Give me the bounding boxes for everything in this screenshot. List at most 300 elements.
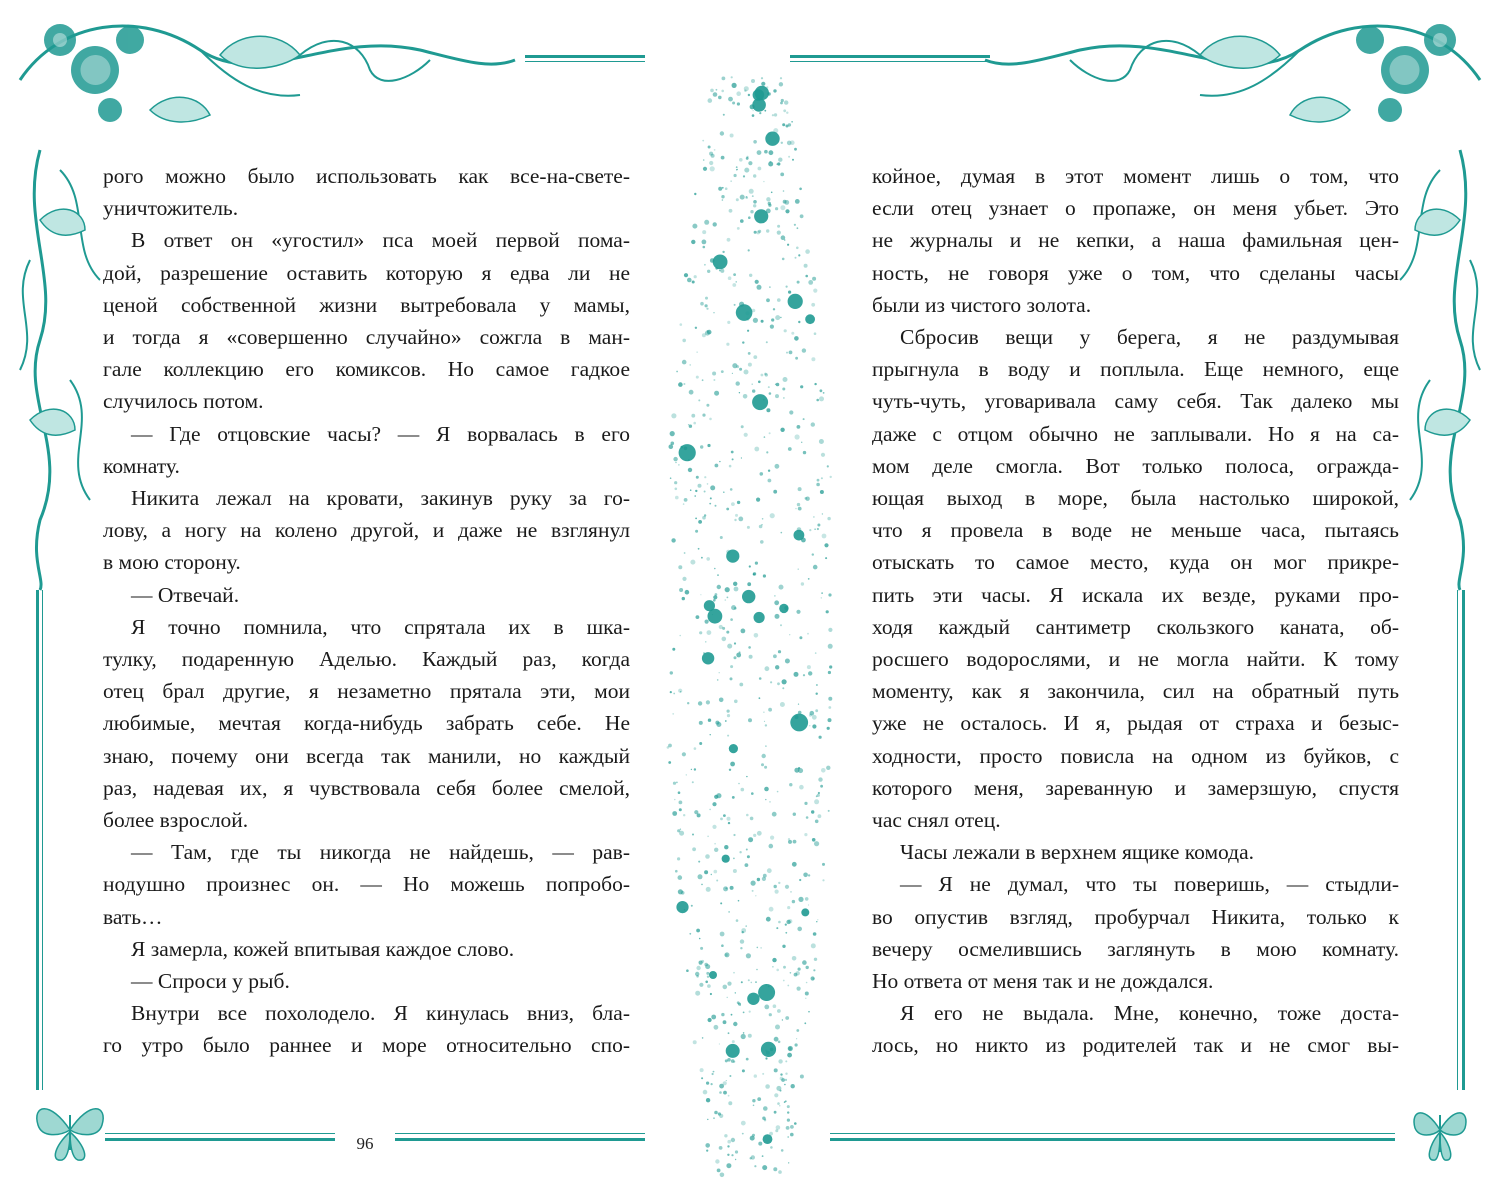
frame-bottom-line-left xyxy=(105,1133,335,1134)
splatter-dot xyxy=(694,495,696,497)
splatter-dot xyxy=(777,1102,780,1105)
splatter-dot xyxy=(814,841,819,846)
text-line: ходности, просто повисла на одном из буйков, с xyxy=(872,743,1399,768)
splatter-dot xyxy=(691,240,695,244)
splatter-dot xyxy=(793,813,796,816)
splatter-dot xyxy=(815,820,819,824)
splatter-dot xyxy=(747,855,750,858)
splatter-dot xyxy=(761,763,764,766)
splatter-dot xyxy=(717,585,721,589)
splatter-dot xyxy=(711,1015,716,1020)
splatter-dot xyxy=(762,518,764,520)
splatter-dot xyxy=(726,550,730,554)
splatter-dot xyxy=(677,829,680,832)
splatter-dot xyxy=(805,992,809,996)
splatter-dot xyxy=(827,727,830,730)
splatter-dot xyxy=(736,365,739,368)
splatter-dot xyxy=(671,413,676,418)
splatter-dot xyxy=(679,808,682,811)
splatter-dot xyxy=(774,600,779,605)
splatter-dot xyxy=(672,713,674,715)
splatter-dot xyxy=(801,908,809,916)
splatter-dot xyxy=(751,881,756,886)
splatter-dot xyxy=(668,761,671,764)
splatter-dot xyxy=(778,1041,781,1044)
splatter-dot xyxy=(737,501,740,504)
splatter-dot xyxy=(708,719,711,722)
splatter-dot xyxy=(752,394,768,410)
splatter-dot xyxy=(746,776,747,777)
splatter-dot xyxy=(801,442,802,443)
splatter-dot xyxy=(686,774,687,775)
splatter-dot xyxy=(750,1136,755,1141)
splatter-dot xyxy=(753,1105,755,1107)
splatter-dot xyxy=(766,229,769,232)
splatter-dot xyxy=(734,587,739,592)
splatter-dot xyxy=(765,745,767,747)
splatter-dot xyxy=(722,637,727,642)
splatter-dot xyxy=(785,1079,787,1081)
splatter-dot xyxy=(774,1037,779,1042)
splatter-dot xyxy=(712,802,716,806)
splatter-dot xyxy=(740,195,745,200)
splatter-dot xyxy=(781,1149,784,1152)
splatter-dot xyxy=(702,379,704,381)
splatter-dot xyxy=(723,491,725,493)
splatter-dot xyxy=(746,157,749,160)
splatter-dot xyxy=(802,348,806,352)
text-line: росшего водорослями, и не могла найти. К тому xyxy=(872,647,1399,672)
splatter-dot xyxy=(816,483,820,487)
splatter-dot xyxy=(821,597,822,598)
splatter-dot xyxy=(702,230,706,234)
splatter-dot xyxy=(711,1083,713,1085)
splatter-dot xyxy=(757,831,762,836)
splatter-dot xyxy=(705,620,709,624)
splatter-dot xyxy=(722,855,730,863)
splatter-dot xyxy=(718,187,722,191)
splatter-dot xyxy=(721,1013,724,1016)
splatter-dot xyxy=(701,557,703,559)
text-line: во опустив взгляд, пробурчал Никита, только к xyxy=(872,904,1399,929)
splatter-dot xyxy=(788,919,792,923)
splatter-dot xyxy=(769,844,774,849)
splatter-dot xyxy=(783,980,785,982)
splatter-dot xyxy=(711,874,712,875)
splatter-dot xyxy=(787,1136,789,1138)
text-line: — Где отцовские часы? — Я ворвалась в его xyxy=(131,421,630,446)
splatter-dot xyxy=(750,817,754,821)
splatter-dot xyxy=(788,840,792,844)
splatter-dot xyxy=(675,870,678,873)
splatter-dot xyxy=(733,582,737,586)
splatter-dot xyxy=(720,902,722,904)
splatter-dot xyxy=(741,1034,746,1039)
splatter-dot xyxy=(723,1091,727,1095)
splatter-dot xyxy=(727,1154,729,1156)
splatter-dot xyxy=(740,947,742,949)
splatter-dot xyxy=(724,845,728,849)
splatter-dot xyxy=(764,436,766,438)
splatter-dot xyxy=(670,477,672,479)
splatter-dot xyxy=(804,264,808,268)
splatter-dot xyxy=(753,140,757,144)
splatter-dot xyxy=(676,371,678,373)
splatter-dot xyxy=(727,597,729,599)
splatter-dot xyxy=(734,174,737,177)
splatter-dot xyxy=(825,557,827,559)
splatter-dot xyxy=(694,810,698,814)
splatter-dot xyxy=(726,1044,740,1058)
splatter-dot xyxy=(723,114,725,116)
splatter-dot xyxy=(707,976,709,978)
splatter-dot xyxy=(713,255,728,270)
splatter-dot xyxy=(798,569,799,570)
splatter-dot xyxy=(753,200,757,204)
splatter-dot xyxy=(704,963,708,967)
splatter-dot xyxy=(739,158,743,162)
splatter-dot xyxy=(740,1005,741,1006)
splatter-dot xyxy=(709,503,711,505)
splatter-dot xyxy=(735,1159,736,1160)
splatter-dot xyxy=(743,394,748,399)
splatter-dot xyxy=(731,451,734,454)
splatter-dot xyxy=(708,609,723,624)
splatter-dot xyxy=(760,947,761,948)
splatter-dot xyxy=(786,286,788,288)
text-line: Но ответа от меня так и не дождался. xyxy=(872,969,1214,994)
splatter-dot xyxy=(770,681,772,683)
text-line: которого меня, зареванную и замерзшую, спустя xyxy=(872,775,1399,800)
splatter-dot xyxy=(744,90,746,92)
splatter-dot xyxy=(768,202,771,205)
splatter-dot xyxy=(795,1043,798,1046)
splatter-dot xyxy=(688,424,689,425)
splatter-dot xyxy=(713,595,717,599)
splatter-dot xyxy=(695,490,697,492)
splatter-dot xyxy=(733,1022,737,1026)
splatter-dot xyxy=(759,112,761,114)
text-line: и тогда я «совершенно случайно» сожгла в ман- xyxy=(103,325,630,350)
splatter-dot xyxy=(738,517,743,522)
splatter-dot xyxy=(729,209,733,213)
splatter-dot xyxy=(811,943,816,948)
splatter-dot xyxy=(739,392,740,393)
splatter-dot xyxy=(727,238,731,242)
splatter-dot xyxy=(781,142,783,144)
splatter-dot xyxy=(708,98,713,103)
splatter-dot xyxy=(766,451,768,453)
splatter-dot xyxy=(741,457,742,458)
splatter-dot xyxy=(713,92,718,97)
splatter-dot xyxy=(768,162,773,167)
splatter-dot xyxy=(813,516,814,517)
splatter-dot xyxy=(705,1143,710,1148)
splatter-dot xyxy=(781,532,783,534)
splatter-dot xyxy=(761,374,764,377)
splatter-dot xyxy=(800,1075,804,1079)
splatter-dot xyxy=(686,969,689,972)
frame-bottom-line-right-thick xyxy=(830,1138,1395,1141)
splatter-dot xyxy=(731,181,732,182)
splatter-dot xyxy=(795,257,797,259)
splatter-dot xyxy=(752,114,755,117)
splatter-dot xyxy=(693,1040,697,1044)
splatter-dot xyxy=(821,477,823,479)
splatter-dot xyxy=(751,792,754,795)
splatter-dot xyxy=(787,1105,790,1108)
splatter-dot xyxy=(719,461,720,462)
splatter-dot xyxy=(750,210,753,213)
text-line: раз, надевая их, я чувствовала себя более смелой, xyxy=(103,775,630,800)
splatter-dot xyxy=(743,1012,745,1014)
splatter-dot xyxy=(719,270,721,272)
splatter-dot xyxy=(721,944,724,947)
splatter-dot xyxy=(773,1167,777,1171)
splatter-dot xyxy=(705,981,708,984)
splatter-dot xyxy=(792,900,795,903)
splatter-dot xyxy=(805,998,806,999)
splatter-dot xyxy=(725,1059,728,1062)
splatter-dot xyxy=(774,113,777,116)
splatter-dot xyxy=(728,1095,730,1097)
frame-left-line-thin xyxy=(42,590,43,1090)
splatter-dot xyxy=(750,104,755,109)
splatter-dot xyxy=(774,1111,777,1114)
splatter-dot xyxy=(753,573,755,575)
splatter-dot xyxy=(725,587,730,592)
splatter-dot xyxy=(805,497,808,500)
splatter-dot xyxy=(815,652,817,654)
splatter-dot xyxy=(690,560,695,565)
splatter-dot xyxy=(714,568,716,570)
text-line: койное, думая в этот момент лишь о том, что xyxy=(872,164,1399,188)
splatter-dot xyxy=(754,1074,757,1077)
splatter-dot xyxy=(798,704,799,705)
splatter-dot xyxy=(782,945,785,948)
splatter-dot xyxy=(722,77,726,81)
splatter-dot xyxy=(747,330,749,332)
text-line: час снял отец. xyxy=(872,808,1001,833)
splatter-dot xyxy=(719,1114,723,1118)
splatter-dot xyxy=(720,1173,725,1178)
text-line: гале коллекцию его комиксов. Но самое гадкое xyxy=(103,357,630,382)
splatter-dot xyxy=(719,1084,724,1089)
splatter-dot xyxy=(824,543,828,547)
splatter-dot xyxy=(809,714,812,717)
splatter-dot xyxy=(699,631,702,634)
splatter-dot xyxy=(765,1057,767,1059)
splatter-dot xyxy=(714,870,718,874)
splatter-dot xyxy=(800,214,804,218)
splatter-dot xyxy=(826,766,830,770)
splatter-dot xyxy=(708,146,711,149)
splatter-dot xyxy=(816,684,818,686)
splatter-dot xyxy=(739,851,741,853)
text-line: более взрослой. xyxy=(103,808,249,833)
splatter-dot xyxy=(780,77,782,79)
splatter-dot xyxy=(712,825,716,829)
splatter-dot xyxy=(803,451,806,454)
splatter-dot xyxy=(728,822,730,824)
splatter-dot xyxy=(757,878,760,881)
splatter-dot xyxy=(741,1121,746,1126)
splatter-dot xyxy=(715,593,718,596)
text-line: рого можно было использовать как все-на-свете- xyxy=(103,164,630,188)
splatter-dot xyxy=(678,464,679,465)
splatter-dot xyxy=(797,927,802,932)
splatter-dot xyxy=(789,351,793,355)
splatter-dot xyxy=(812,277,816,281)
splatter-dot xyxy=(785,924,787,926)
splatter-dot xyxy=(698,520,702,524)
splatter-dot xyxy=(766,86,768,88)
splatter-dot xyxy=(775,890,779,894)
splatter-dot xyxy=(807,665,811,669)
splatter-dot xyxy=(670,671,673,674)
splatter-dot xyxy=(780,428,784,432)
splatter-dot xyxy=(691,905,693,907)
splatter-dot xyxy=(727,997,728,998)
splatter-dot xyxy=(742,1133,744,1135)
splatter-dot xyxy=(716,89,718,91)
splatter-dot xyxy=(726,1163,731,1168)
splatter-dot xyxy=(759,677,762,680)
splatter-dot xyxy=(715,721,719,725)
splatter-dot xyxy=(729,465,732,468)
splatter-dot xyxy=(811,810,814,813)
splatter-dot xyxy=(826,610,829,613)
splatter-dot xyxy=(773,1004,777,1008)
splatter-dot xyxy=(689,364,691,366)
splatter-dot xyxy=(727,1140,731,1144)
splatter-dot xyxy=(757,1097,761,1101)
splatter-dot xyxy=(727,321,730,324)
splatter-dot xyxy=(822,534,827,539)
splatter-dot xyxy=(780,1090,782,1092)
splatter-dot xyxy=(752,1099,755,1102)
frame-right-line-thin xyxy=(1457,590,1458,1090)
splatter-dot xyxy=(675,462,676,463)
splatter-dot xyxy=(773,128,778,133)
splatter-dot xyxy=(730,618,733,621)
butterfly-icon xyxy=(30,1090,110,1170)
splatter-dot xyxy=(684,447,688,451)
splatter-dot xyxy=(742,590,755,603)
splatter-dot xyxy=(814,332,817,335)
splatter-dot xyxy=(816,399,819,402)
splatter-dot xyxy=(673,782,676,785)
splatter-dot xyxy=(788,156,790,158)
splatter-dot xyxy=(721,370,724,373)
splatter-dot xyxy=(780,624,782,626)
splatter-dot xyxy=(738,900,740,902)
splatter-dot xyxy=(709,161,713,165)
splatter-dot xyxy=(707,1119,708,1120)
splatter-dot xyxy=(704,491,706,493)
splatter-dot xyxy=(763,874,767,878)
splatter-dot xyxy=(795,199,800,204)
splatter-dot xyxy=(672,648,675,651)
splatter-dot xyxy=(828,628,832,632)
splatter-dot xyxy=(784,100,788,104)
splatter-dot xyxy=(747,526,750,529)
text-line: Никита лежал на кровати, закинув руку за го- xyxy=(131,486,630,511)
splatter-dot xyxy=(675,488,678,491)
splatter-dot xyxy=(687,278,692,283)
frame-bottom-line-left2 xyxy=(395,1133,645,1134)
splatter-dot xyxy=(763,712,764,713)
splatter-dot xyxy=(710,993,712,995)
splatter-dot xyxy=(681,891,685,895)
splatter-dot xyxy=(696,376,699,379)
splatter-dot xyxy=(756,498,760,502)
splatter-dot xyxy=(803,418,805,420)
splatter-dot xyxy=(777,231,781,235)
splatter-dot xyxy=(732,373,733,374)
splatter-dot xyxy=(745,925,747,927)
splatter-dot xyxy=(777,682,780,685)
splatter-dot xyxy=(754,1165,756,1167)
splatter-dot xyxy=(710,497,712,499)
splatter-dot xyxy=(731,1059,735,1063)
splatter-dot xyxy=(732,796,735,799)
splatter-dot xyxy=(746,196,747,197)
splatter-dot xyxy=(707,630,712,635)
splatter-dot xyxy=(778,882,780,884)
splatter-dot xyxy=(691,769,692,770)
splatter-dot xyxy=(769,392,772,395)
splatter-dot xyxy=(752,389,755,392)
splatter-dot xyxy=(731,1154,733,1156)
splatter-dot xyxy=(727,710,730,713)
splatter-dot xyxy=(769,432,771,434)
splatter-dot xyxy=(695,530,698,533)
splatter-dot xyxy=(757,150,762,155)
splatter-dot xyxy=(705,304,708,307)
text-line: моменту, как я закончила, сил на обратный путь xyxy=(872,679,1399,704)
splatter-dot xyxy=(782,123,785,126)
splatter-dot xyxy=(746,953,751,958)
splatter-dot xyxy=(733,972,735,974)
splatter-dot xyxy=(706,972,709,975)
splatter-dot xyxy=(813,565,818,570)
splatter-dot xyxy=(695,518,697,520)
splatter-dot xyxy=(801,582,804,585)
splatter-dot xyxy=(749,274,752,277)
splatter-dot xyxy=(734,607,737,610)
splatter-dot xyxy=(766,408,770,412)
splatter-dot xyxy=(732,458,734,460)
splatter-dot xyxy=(788,294,803,309)
splatter-dot xyxy=(806,816,809,819)
splatter-dot xyxy=(765,799,766,800)
splatter-dot xyxy=(788,1162,789,1163)
splatter-dot xyxy=(773,89,776,92)
splatter-dot xyxy=(768,479,772,483)
splatter-dot xyxy=(710,734,711,735)
splatter-dot xyxy=(786,112,788,114)
splatter-dot xyxy=(764,766,767,769)
splatter-dot xyxy=(809,725,810,726)
splatter-dot xyxy=(703,652,705,654)
splatter-dot xyxy=(678,382,683,387)
splatter-dot xyxy=(799,188,802,191)
splatter-dot xyxy=(710,258,715,263)
splatter-dot xyxy=(733,834,735,836)
splatter-dot xyxy=(822,513,823,514)
splatter-dot xyxy=(717,679,719,681)
